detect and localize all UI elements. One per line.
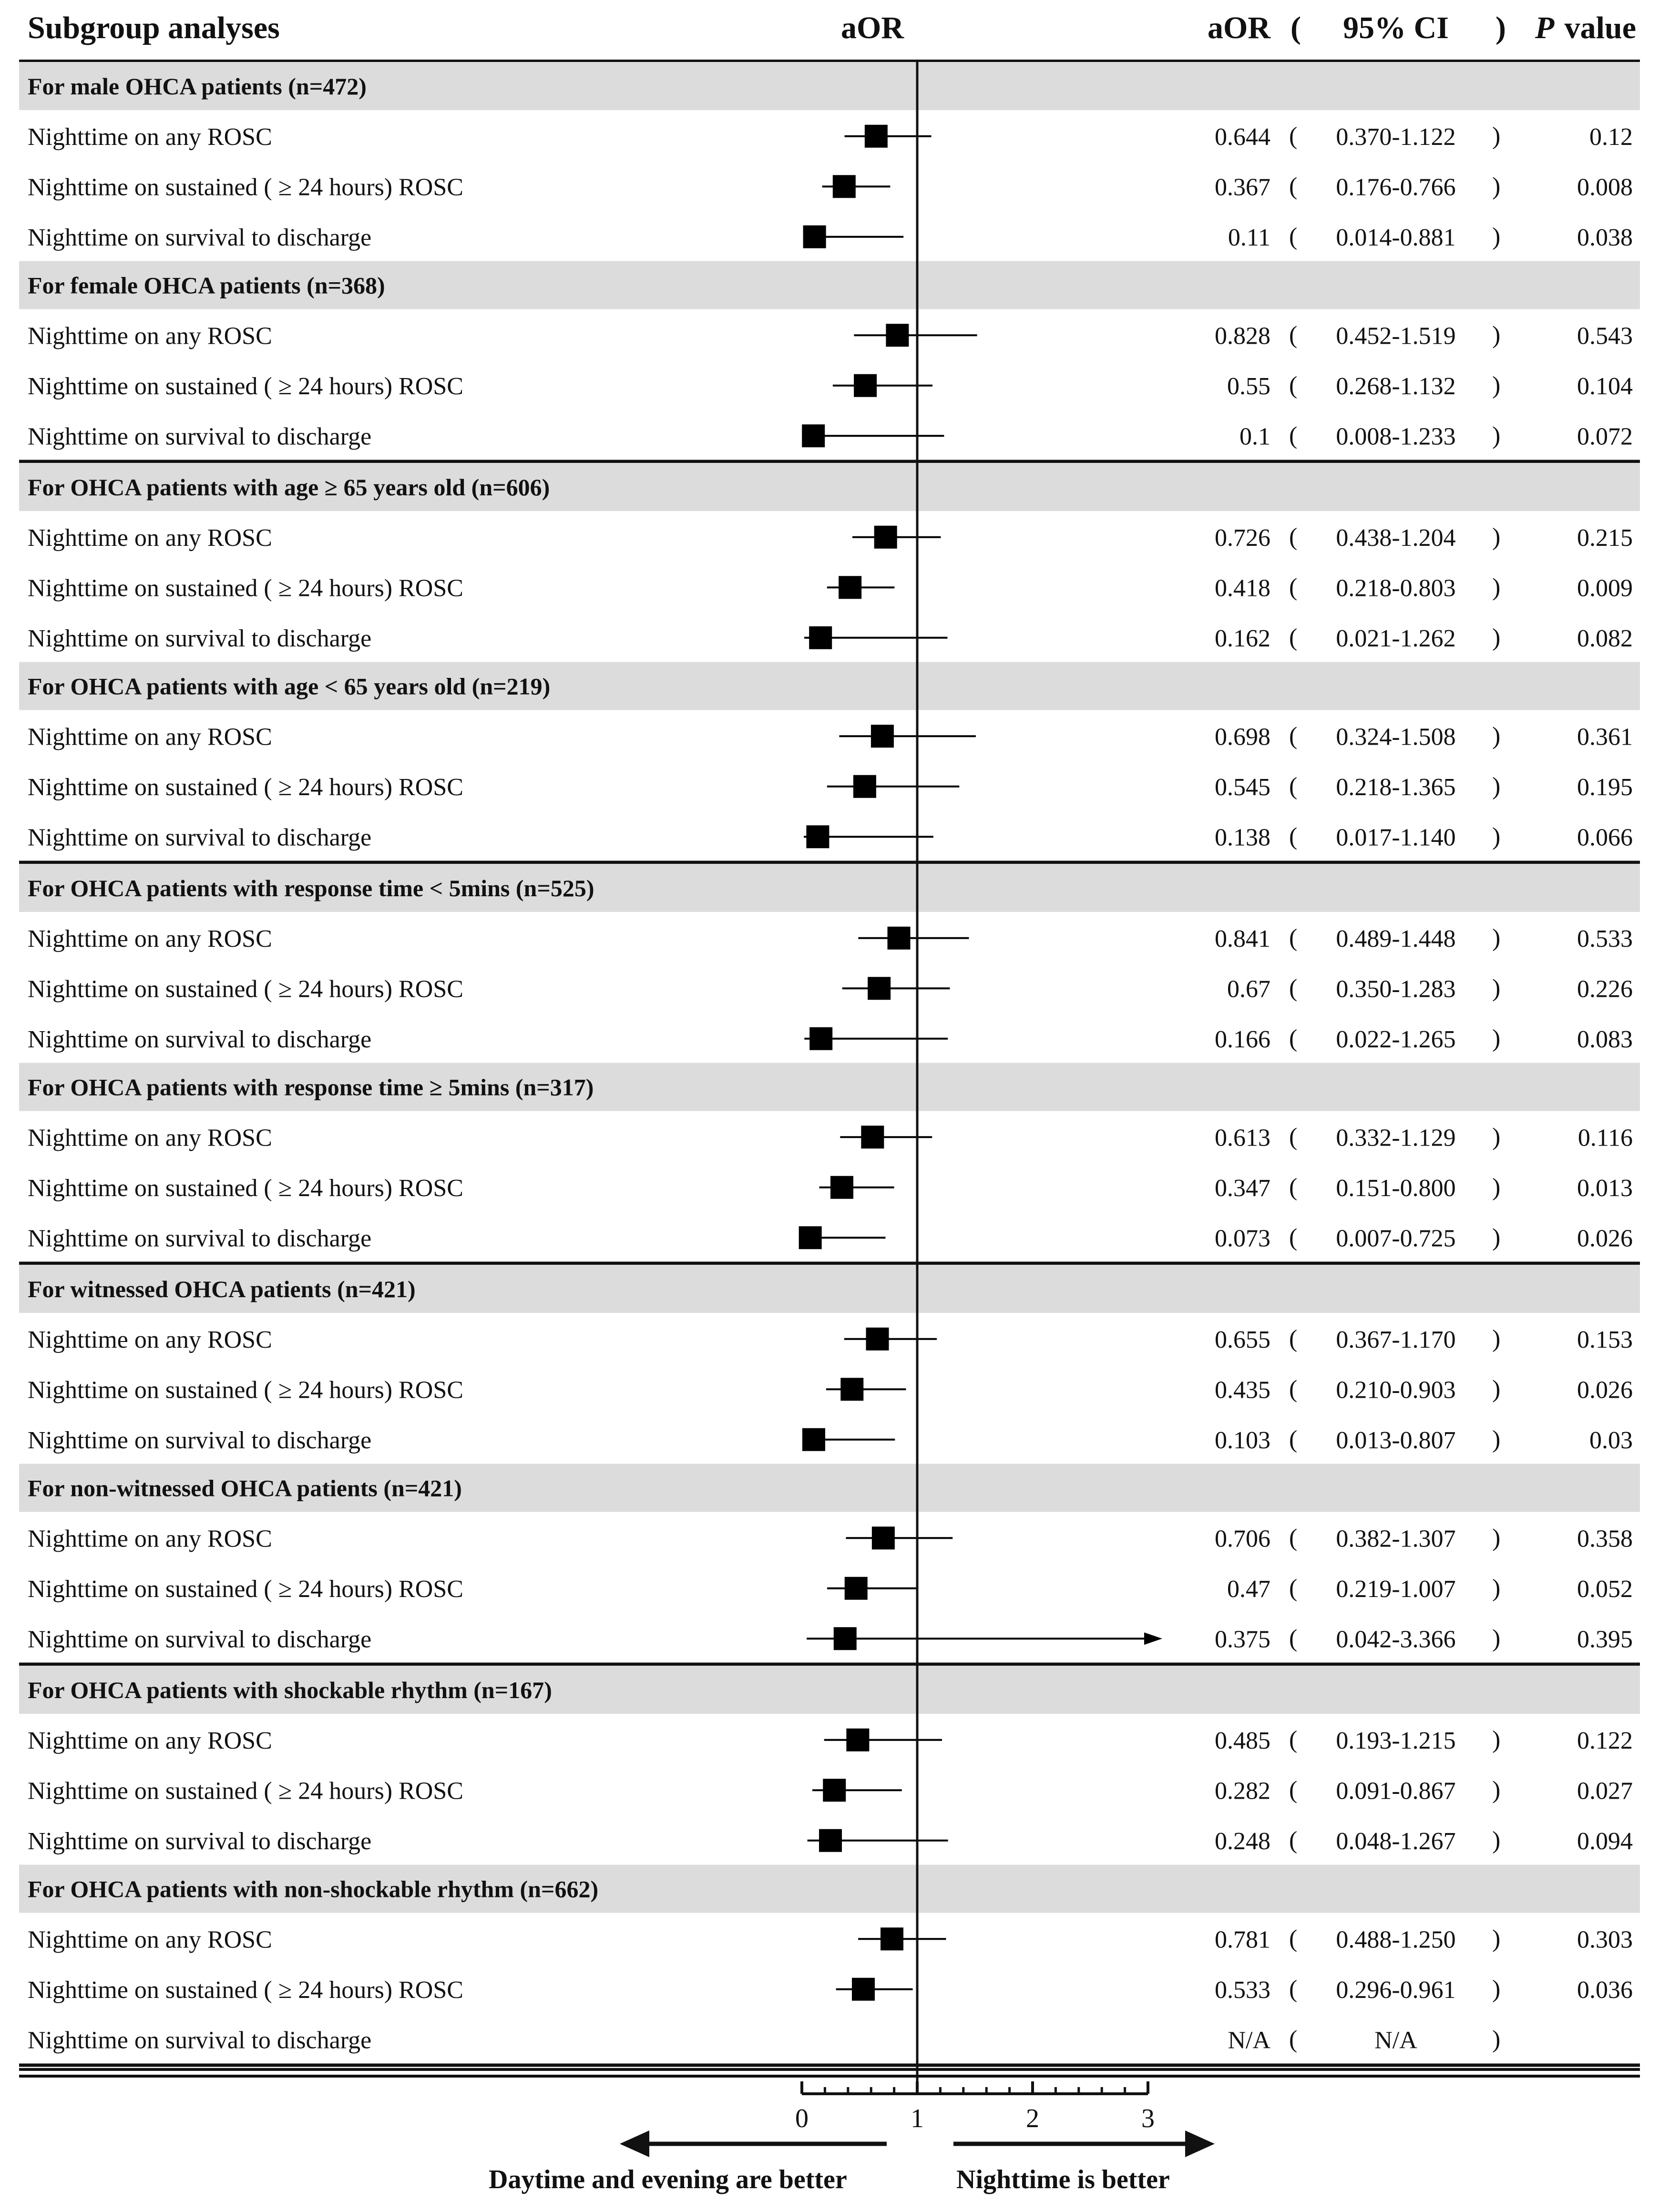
p-value: 0.066	[1577, 824, 1633, 851]
row-label: Nighttime on survival to discharge	[28, 2027, 372, 2054]
header-open-paren: (	[1290, 10, 1301, 45]
p-value: 0.009	[1577, 574, 1633, 602]
aor-value: 0.613	[1215, 1124, 1270, 1152]
ci-close-paren: )	[1492, 1024, 1501, 1052]
group-title: For OHCA patients with age < 65 years old (n=219)	[28, 673, 551, 700]
ci-open-paren: (	[1289, 223, 1298, 250]
ci-value: 0.324-1.508	[1336, 723, 1456, 751]
rows-layer	[19, 62, 1640, 2065]
ci-value: 0.268-1.132	[1336, 372, 1456, 400]
ci-close-paren: )	[1492, 422, 1501, 450]
ci-close-paren: )	[1492, 1925, 1501, 1953]
ci-value: 0.014-0.881	[1336, 224, 1456, 251]
row-label: Nighttime on survival to discharge	[28, 824, 372, 851]
aor-value: 0.138	[1215, 824, 1270, 851]
row-label: Nighttime on survival to discharge	[28, 1426, 372, 1454]
row-label: Nighttime on any ROSC	[28, 723, 272, 751]
aor-point	[874, 526, 897, 549]
aor-value: 0.67	[1227, 975, 1270, 1003]
ci-value: 0.382-1.307	[1336, 1525, 1456, 1553]
row-label: Nighttime on survival to discharge	[28, 625, 372, 652]
p-value: 0.094	[1577, 1827, 1633, 1855]
ci-close-paren: )	[1492, 823, 1501, 850]
ci-value: N/A	[1374, 2027, 1417, 2054]
aor-value: 0.55	[1227, 372, 1270, 400]
aor-value: 0.485	[1215, 1727, 1270, 1754]
header-subgroup-analyses: Subgroup analyses	[28, 10, 280, 45]
ci-value: 0.022-1.265	[1336, 1025, 1456, 1053]
ci-close-paren: )	[1492, 1123, 1501, 1151]
ci-value: 0.370-1.122	[1336, 123, 1456, 151]
ci-close-paren: )	[1492, 924, 1501, 952]
arrow-right-head	[1185, 2130, 1215, 2157]
ci-close-paren: )	[1492, 722, 1501, 750]
x-tick-label: 3	[1141, 2104, 1155, 2133]
ci-open-paren: (	[1289, 573, 1298, 601]
aor-point	[881, 1927, 903, 1950]
ci-value: 0.452-1.519	[1336, 322, 1456, 350]
aor-point	[853, 775, 876, 798]
row-label: Nighttime on survival to discharge	[28, 224, 372, 251]
ci-arrowhead	[1144, 1632, 1162, 1645]
aor-point	[852, 1978, 875, 2001]
ci-close-paren: )	[1492, 1574, 1501, 1602]
row-label: Nighttime on sustained ( ≥ 24 hours) ROSC	[28, 1777, 463, 1805]
ci-close-paren: )	[1492, 371, 1501, 399]
ci-open-paren: (	[1289, 2026, 1298, 2053]
group-title: For female OHCA patients (n=368)	[28, 272, 385, 299]
ci-close-paren: )	[1492, 1224, 1501, 1251]
aor-value: 0.726	[1215, 524, 1270, 552]
ci-open-paren: (	[1289, 1726, 1298, 1753]
aor-value: 0.533	[1215, 1976, 1270, 2004]
ci-open-paren: (	[1289, 624, 1298, 651]
ci-close-paren: )	[1492, 1975, 1501, 2003]
p-value: 0.116	[1577, 1124, 1633, 1152]
aor-point	[845, 1577, 868, 1600]
aor-value: 0.435	[1215, 1376, 1270, 1404]
ci-value: 0.210-0.903	[1336, 1376, 1456, 1404]
ci-value: 0.489-1.448	[1336, 925, 1456, 952]
ci-open-paren: (	[1289, 1425, 1298, 1453]
group-title: For OHCA patients with shockable rhythm (n=167)	[28, 1677, 552, 1703]
aor-point	[830, 1176, 853, 1199]
ci-value: 0.008-1.233	[1336, 423, 1456, 451]
aor-value: 0.367	[1215, 174, 1270, 201]
p-value: 0.104	[1577, 372, 1633, 400]
ci-close-paren: )	[1492, 1524, 1501, 1552]
p-value: 0.533	[1577, 925, 1633, 952]
aor-value: 0.1	[1239, 423, 1270, 451]
ci-close-paren: )	[1492, 1325, 1501, 1352]
header-aor-plot: aOR	[841, 10, 904, 45]
header-95ci: 95% CI	[1343, 10, 1449, 45]
aor-point	[806, 825, 829, 848]
ci-value: 0.367-1.170	[1336, 1326, 1456, 1353]
aor-point	[802, 1428, 825, 1451]
x-tick-label: 2	[1026, 2104, 1039, 2133]
ci-open-paren: (	[1289, 772, 1298, 800]
x-tick-label: 1	[911, 2104, 924, 2133]
row-label: Nighttime on any ROSC	[28, 524, 272, 552]
aor-value: 0.545	[1215, 773, 1270, 801]
ci-open-paren: (	[1289, 1975, 1298, 2003]
aor-point	[823, 1779, 846, 1802]
row-label: Nighttime on survival to discharge	[28, 1827, 372, 1855]
p-value: 0.303	[1577, 1926, 1633, 1954]
ci-open-paren: (	[1289, 974, 1298, 1002]
ci-close-paren: )	[1492, 2026, 1501, 2053]
ci-open-paren: (	[1289, 722, 1298, 750]
ci-value: 0.176-0.766	[1336, 174, 1456, 201]
aor-value: 0.781	[1215, 1926, 1270, 1954]
ci-value: 0.438-1.204	[1336, 524, 1456, 552]
direction-label-left: Daytime and evening are better	[489, 2165, 847, 2194]
aor-point	[854, 374, 877, 397]
row-label: Nighttime on survival to discharge	[28, 1025, 372, 1053]
aor-point	[834, 1627, 857, 1650]
p-value: 0.026	[1577, 1376, 1633, 1404]
p-value: 0.543	[1577, 322, 1633, 350]
ci-value: 0.350-1.283	[1336, 975, 1456, 1003]
aor-value: 0.248	[1215, 1827, 1270, 1855]
ci-open-paren: (	[1289, 1925, 1298, 1953]
ci-value: 0.091-0.867	[1336, 1777, 1456, 1805]
aor-point	[802, 424, 825, 447]
header-p-italic: P	[1535, 10, 1555, 45]
p-value: 0.361	[1577, 723, 1633, 751]
aor-point	[809, 626, 832, 649]
ci-close-paren: )	[1492, 1375, 1501, 1403]
ci-value: 0.488-1.250	[1336, 1926, 1456, 1954]
p-value: 0.072	[1577, 423, 1633, 451]
header-aor: aOR	[1208, 10, 1270, 45]
group-title: For witnessed OHCA patients (n=421)	[28, 1276, 416, 1302]
row-label: Nighttime on any ROSC	[28, 1525, 272, 1553]
aor-value: 0.706	[1215, 1525, 1270, 1553]
ci-close-paren: )	[1492, 573, 1501, 601]
ci-value: 0.007-0.725	[1336, 1225, 1456, 1252]
aor-point	[868, 977, 891, 1000]
ci-open-paren: (	[1289, 823, 1298, 850]
group-title: For OHCA patients with response time ≥ 5mins (n=317)	[28, 1074, 594, 1101]
row-label: Nighttime on any ROSC	[28, 1326, 272, 1353]
x-tick-label: 0	[795, 2104, 809, 2133]
p-value: 0.082	[1577, 625, 1633, 652]
aor-value: 0.282	[1215, 1777, 1270, 1805]
group-title: For non-witnessed OHCA patients (n=421)	[28, 1475, 462, 1502]
group-title: For male OHCA patients (n=472)	[28, 73, 367, 100]
p-value: 0.013	[1577, 1174, 1633, 1202]
row-label: Nighttime on survival to discharge	[28, 423, 372, 451]
ci-open-paren: (	[1289, 122, 1298, 150]
row-label: Nighttime on sustained ( ≥ 24 hours) ROSC	[28, 975, 463, 1003]
aor-value: N/A	[1228, 2027, 1270, 2054]
ci-open-paren: (	[1289, 1024, 1298, 1052]
group-title: For OHCA patients with age ≥ 65 years old (n=606)	[28, 474, 550, 501]
aor-point	[866, 1328, 889, 1351]
p-value: 0.083	[1577, 1025, 1633, 1053]
aor-point	[846, 1729, 869, 1751]
ci-close-paren: )	[1492, 1826, 1501, 1854]
ci-close-paren: )	[1492, 624, 1501, 651]
p-value: 0.026	[1577, 1225, 1633, 1252]
arrow-left-head	[620, 2130, 649, 2157]
ci-close-paren: )	[1492, 523, 1501, 551]
row-label: Nighttime on any ROSC	[28, 1124, 272, 1152]
aor-value: 0.162	[1215, 625, 1270, 652]
ci-value: 0.193-1.215	[1336, 1727, 1456, 1754]
ci-open-paren: (	[1289, 924, 1298, 952]
row-label: Nighttime on sustained ( ≥ 24 hours) ROSC	[28, 1376, 463, 1404]
ci-close-paren: )	[1492, 1726, 1501, 1753]
header-close-paren: )	[1495, 10, 1506, 45]
ci-value: 0.218-0.803	[1336, 574, 1456, 602]
aor-point	[833, 175, 856, 198]
ci-close-paren: )	[1492, 173, 1501, 200]
p-value: 0.008	[1577, 174, 1633, 201]
row-label: Nighttime on sustained ( ≥ 24 hours) ROSC	[28, 574, 463, 602]
ci-open-paren: (	[1289, 173, 1298, 200]
aor-point	[840, 1378, 863, 1401]
row-label: Nighttime on any ROSC	[28, 123, 272, 151]
p-value: 0.052	[1577, 1575, 1633, 1603]
row-label: Nighttime on sustained ( ≥ 24 hours) ROSC	[28, 1575, 463, 1603]
row-label: Nighttime on any ROSC	[28, 1727, 272, 1754]
aor-value: 0.11	[1228, 224, 1270, 251]
row-label: Nighttime on sustained ( ≥ 24 hours) ROSC	[28, 773, 463, 801]
ci-value: 0.017-1.140	[1336, 824, 1456, 851]
ci-open-paren: (	[1289, 1325, 1298, 1352]
group-title: For OHCA patients with non-shockable rhythm (n=662)	[28, 1875, 599, 1903]
p-value: 0.153	[1577, 1326, 1633, 1353]
ci-open-paren: (	[1289, 1574, 1298, 1602]
p-value: 0.122	[1577, 1727, 1633, 1754]
p-value: 0.215	[1577, 524, 1633, 552]
p-value: 0.358	[1577, 1525, 1633, 1553]
ci-value: 0.021-1.262	[1336, 625, 1456, 652]
ci-value: 0.042-3.366	[1336, 1626, 1456, 1653]
ci-open-paren: (	[1289, 371, 1298, 399]
aor-point	[839, 576, 861, 599]
ci-open-paren: (	[1289, 1375, 1298, 1403]
ci-close-paren: )	[1492, 321, 1501, 349]
ci-value: 0.151-0.800	[1336, 1174, 1456, 1202]
ci-value: 0.218-1.365	[1336, 773, 1456, 801]
aor-point	[865, 125, 888, 148]
row-label: Nighttime on any ROSC	[28, 1926, 272, 1954]
ci-close-paren: )	[1492, 1173, 1501, 1201]
p-value: 0.036	[1577, 1976, 1633, 2004]
aor-value: 0.841	[1215, 925, 1270, 952]
row-label: Nighttime on survival to discharge	[28, 1225, 372, 1252]
aor-point	[861, 1126, 884, 1148]
aor-point	[872, 1526, 895, 1549]
ci-open-paren: (	[1289, 523, 1298, 551]
ci-close-paren: )	[1492, 1425, 1501, 1453]
aor-value: 0.644	[1215, 123, 1270, 151]
group-title: For OHCA patients with response time < 5mins (n=525)	[28, 875, 594, 901]
row-label: Nighttime on any ROSC	[28, 322, 272, 350]
aor-point	[819, 1829, 842, 1852]
row-label: Nighttime on survival to discharge	[28, 1626, 372, 1653]
aor-value: 0.073	[1215, 1225, 1270, 1252]
ci-open-paren: (	[1289, 321, 1298, 349]
direction-label-right: Nighttime is better	[956, 2165, 1170, 2194]
aor-point	[888, 927, 911, 950]
aor-value: 0.47	[1227, 1575, 1270, 1603]
aor-value: 0.103	[1215, 1426, 1270, 1454]
marks-layer	[799, 125, 1162, 2001]
ci-value: 0.296-0.961	[1336, 1976, 1456, 2004]
p-value: 0.027	[1577, 1777, 1633, 1805]
ci-open-paren: (	[1289, 1173, 1298, 1201]
ci-open-paren: (	[1289, 1826, 1298, 1854]
aor-value: 0.375	[1215, 1626, 1270, 1653]
ci-close-paren: )	[1492, 772, 1501, 800]
aor-point	[809, 1027, 832, 1050]
p-value: 0.03	[1589, 1426, 1633, 1454]
aor-value: 0.418	[1215, 574, 1270, 602]
aor-value: 0.655	[1215, 1326, 1270, 1353]
p-value: 0.226	[1577, 975, 1633, 1003]
aor-value: 0.166	[1215, 1025, 1270, 1053]
aor-value: 0.698	[1215, 723, 1270, 751]
aor-point	[871, 725, 894, 748]
header-p-value: value	[1564, 10, 1636, 45]
ci-close-paren: )	[1492, 1625, 1501, 1652]
ci-open-paren: (	[1289, 1625, 1298, 1652]
row-label: Nighttime on sustained ( ≥ 24 hours) ROSC	[28, 1976, 463, 2004]
aor-point	[803, 225, 826, 248]
ci-open-paren: (	[1289, 422, 1298, 450]
p-value: 0.195	[1577, 773, 1633, 801]
aor-value: 0.828	[1215, 322, 1270, 350]
p-value: 0.395	[1577, 1626, 1633, 1653]
ci-open-paren: (	[1289, 1776, 1298, 1804]
aor-point	[886, 324, 909, 347]
aor-value: 0.347	[1215, 1174, 1270, 1202]
ci-close-paren: )	[1492, 974, 1501, 1002]
aor-point	[799, 1226, 822, 1249]
ci-close-paren: )	[1492, 1776, 1501, 1804]
p-value: 0.038	[1577, 224, 1633, 251]
row-label: Nighttime on any ROSC	[28, 925, 272, 952]
ci-value: 0.013-0.807	[1336, 1426, 1456, 1454]
ci-open-paren: (	[1289, 1524, 1298, 1552]
row-label: Nighttime on sustained ( ≥ 24 hours) ROSC	[28, 372, 463, 400]
row-label: Nighttime on sustained ( ≥ 24 hours) ROSC	[28, 1174, 463, 1202]
ci-close-paren: )	[1492, 223, 1501, 250]
ci-open-paren: (	[1289, 1224, 1298, 1251]
ci-value: 0.219-1.007	[1336, 1575, 1456, 1603]
ci-value: 0.048-1.267	[1336, 1827, 1456, 1855]
ci-close-paren: )	[1492, 122, 1501, 150]
p-value: 0.12	[1589, 123, 1633, 151]
ci-open-paren: (	[1289, 1123, 1298, 1151]
row-label: Nighttime on sustained ( ≥ 24 hours) ROSC	[28, 174, 463, 201]
ci-value: 0.332-1.129	[1336, 1124, 1456, 1152]
